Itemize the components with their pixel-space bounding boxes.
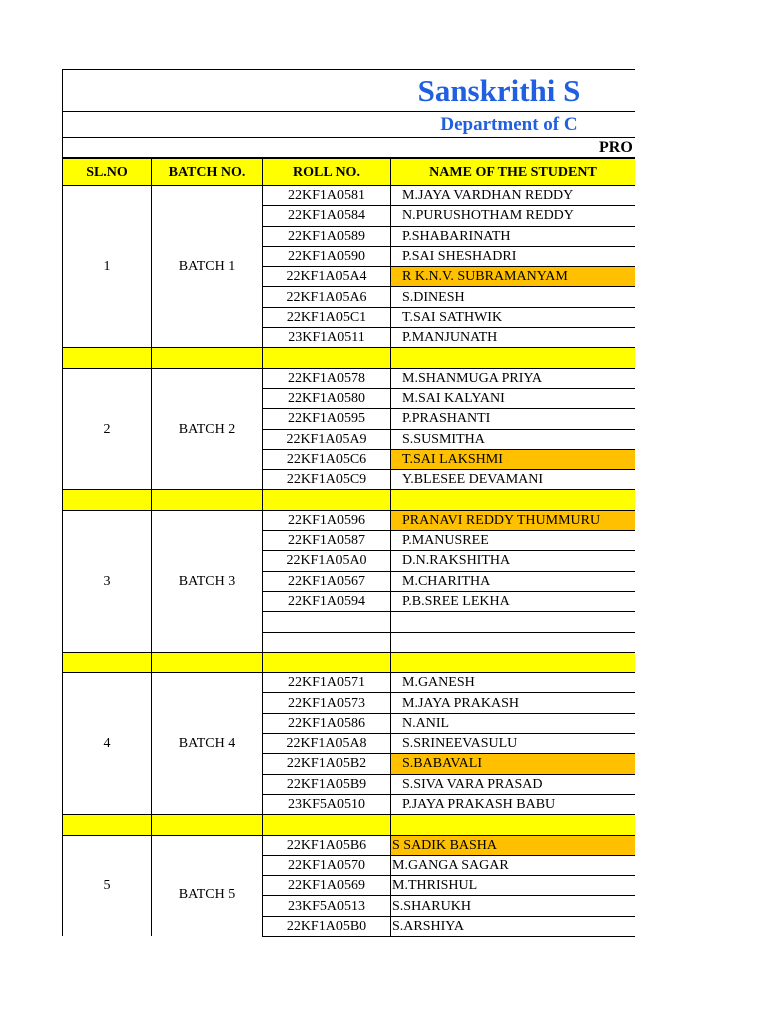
- student-name-cell: P.JAYA PRAKASH BABU: [391, 794, 636, 814]
- college-title: Sanskrithi S: [63, 70, 636, 112]
- student-name-cell: S.SIVA VARA PRASAD: [391, 774, 636, 794]
- batch-cell: BATCH 3: [152, 510, 263, 652]
- roll-no-cell: 22KF1A05C6: [263, 449, 391, 469]
- batch-table: [62, 158, 635, 937]
- student-name-cell: S.SRINEEVASULU: [391, 734, 636, 754]
- student-name-cell: S.SUSMITHA: [391, 429, 636, 449]
- student-name-cell: S.BABAVALI: [391, 754, 636, 774]
- roll-no-cell: 22KF1A05B9: [263, 774, 391, 794]
- student-name-cell: N.ANIL: [391, 713, 636, 733]
- column-header-roll: ROLL NO.: [263, 159, 391, 186]
- separator-cell: [263, 348, 391, 368]
- separator-cell: [263, 652, 391, 672]
- student-name-cell: [391, 632, 636, 652]
- student-name-cell: P.SAI SHESHADRI: [391, 246, 636, 266]
- student-name-cell: P.SHABARINATH: [391, 226, 636, 246]
- student-name-cell: M.THRISHUL: [391, 876, 636, 896]
- student-name-cell: T.SAI SATHWIK: [391, 307, 636, 327]
- roll-no-cell: [263, 632, 391, 652]
- roll-no-cell: 22KF1A0595: [263, 409, 391, 429]
- roll-no-cell: 22KF1A0570: [263, 855, 391, 875]
- roll-no-cell: 22KF1A05A0: [263, 551, 391, 571]
- separator-cell: [391, 815, 636, 835]
- separator-cell: [63, 652, 152, 672]
- separator-cell: [263, 815, 391, 835]
- column-header-row: [63, 159, 636, 186]
- roll-no-cell: 22KF1A0584: [263, 206, 391, 226]
- roll-no-cell: 22KF1A0586: [263, 713, 391, 733]
- table-row: [63, 835, 636, 855]
- roll-no-cell: [263, 612, 391, 632]
- table-row: [63, 186, 636, 206]
- student-name-cell: P.PRASHANTI: [391, 409, 636, 429]
- sl-no-cell: 1: [63, 186, 152, 348]
- student-name-cell: P.MANJUNATH: [391, 328, 636, 348]
- separator-cell: [63, 348, 152, 368]
- separator-cell: [63, 490, 152, 510]
- student-name-cell: S.SHARUKH: [391, 896, 636, 916]
- table-row: [63, 673, 636, 693]
- roll-no-cell: 22KF1A0580: [263, 388, 391, 408]
- sl-no-cell: 4: [63, 673, 152, 815]
- column-header-name: NAME OF THE STUDENT: [391, 159, 636, 186]
- sl-no-cell: 5: [63, 835, 152, 936]
- roll-no-cell: 22KF1A0589: [263, 226, 391, 246]
- student-name-cell: R K.N.V. SUBRAMANYAM: [391, 267, 636, 287]
- student-name-cell: P.B.SREE LEKHA: [391, 591, 636, 611]
- roll-no-cell: 22KF1A0590: [263, 246, 391, 266]
- batch-cell: BATCH 1: [152, 186, 263, 348]
- student-name-cell: Y.BLESEE DEVAMANI: [391, 470, 636, 490]
- table-row: [63, 368, 636, 388]
- student-name-cell: PRANAVI REDDY THUMMURU: [391, 510, 636, 530]
- roll-no-cell: 22KF1A0581: [263, 186, 391, 206]
- separator-cell: [152, 348, 263, 368]
- separator-cell: [152, 815, 263, 835]
- separator-row: [63, 490, 636, 510]
- separator-cell: [152, 652, 263, 672]
- batch-cell: BATCH 2: [152, 368, 263, 490]
- roll-no-cell: 22KF1A0596: [263, 510, 391, 530]
- separator-row: [63, 348, 636, 368]
- student-name-cell: T.SAI LAKSHMI: [391, 449, 636, 469]
- separator-cell: [391, 348, 636, 368]
- roll-no-cell: 22KF1A05C9: [263, 470, 391, 490]
- roll-no-cell: 22KF1A05A4: [263, 267, 391, 287]
- roll-no-cell: 22KF1A0587: [263, 531, 391, 551]
- student-name-cell: [391, 612, 636, 632]
- sl-no-cell: 3: [63, 510, 152, 652]
- roll-no-cell: 22KF1A05B0: [263, 916, 391, 936]
- roll-no-cell: 22KF1A0569: [263, 876, 391, 896]
- student-name-cell: M.JAYA PRAKASH: [391, 693, 636, 713]
- sheet-subtitle: PRO: [63, 138, 636, 158]
- header-table: [62, 69, 635, 158]
- separator-cell: [263, 490, 391, 510]
- separator-cell: [152, 490, 263, 510]
- column-header-sl: SL.NO: [63, 159, 152, 186]
- roll-no-cell: 22KF1A05A8: [263, 734, 391, 754]
- column-header-batch: BATCH NO.: [152, 159, 263, 186]
- roll-no-cell: 22KF1A0567: [263, 571, 391, 591]
- roll-no-cell: 22KF1A0594: [263, 591, 391, 611]
- table-row: [63, 510, 636, 530]
- roll-no-cell: 22KF1A05A9: [263, 429, 391, 449]
- roll-no-cell: 22KF1A05B2: [263, 754, 391, 774]
- student-name-cell: M.GANESH: [391, 673, 636, 693]
- separator-row: [63, 652, 636, 672]
- student-name-cell: N.PURUSHOTHAM REDDY: [391, 206, 636, 226]
- roll-no-cell: 22KF1A05A6: [263, 287, 391, 307]
- roll-no-cell: 22KF1A05C1: [263, 307, 391, 327]
- roll-no-cell: 23KF5A0510: [263, 794, 391, 814]
- department-title: Department of C: [63, 112, 636, 138]
- sl-no-cell: 2: [63, 368, 152, 490]
- roll-no-cell: 22KF1A0578: [263, 368, 391, 388]
- roll-no-cell: 23KF5A0513: [263, 896, 391, 916]
- separator-cell: [391, 652, 636, 672]
- separator-cell: [63, 815, 152, 835]
- student-name-cell: S.ARSHIYA: [391, 916, 636, 936]
- roll-no-cell: 23KF1A0511: [263, 328, 391, 348]
- student-name-cell: S.DINESH: [391, 287, 636, 307]
- student-name-cell: D.N.RAKSHITHA: [391, 551, 636, 571]
- roll-no-cell: 22KF1A0573: [263, 693, 391, 713]
- roll-no-cell: 22KF1A0571: [263, 673, 391, 693]
- batch-cell: BATCH 4: [152, 673, 263, 815]
- student-name-cell: M.SHANMUGA PRIYA: [391, 368, 636, 388]
- spreadsheet-sheet: [62, 69, 635, 940]
- separator-row: [63, 815, 636, 835]
- separator-cell: [391, 490, 636, 510]
- student-name-cell: S SADIK BASHA: [391, 835, 636, 855]
- student-name-cell: M.JAYA VARDHAN REDDY: [391, 186, 636, 206]
- student-name-cell: M.GANGA SAGAR: [391, 855, 636, 875]
- batch-cell: BATCH 5: [152, 835, 263, 936]
- student-name-cell: M.SAI KALYANI: [391, 388, 636, 408]
- roll-no-cell: 22KF1A05B6: [263, 835, 391, 855]
- student-name-cell: M.CHARITHA: [391, 571, 636, 591]
- student-name-cell: P.MANUSREE: [391, 531, 636, 551]
